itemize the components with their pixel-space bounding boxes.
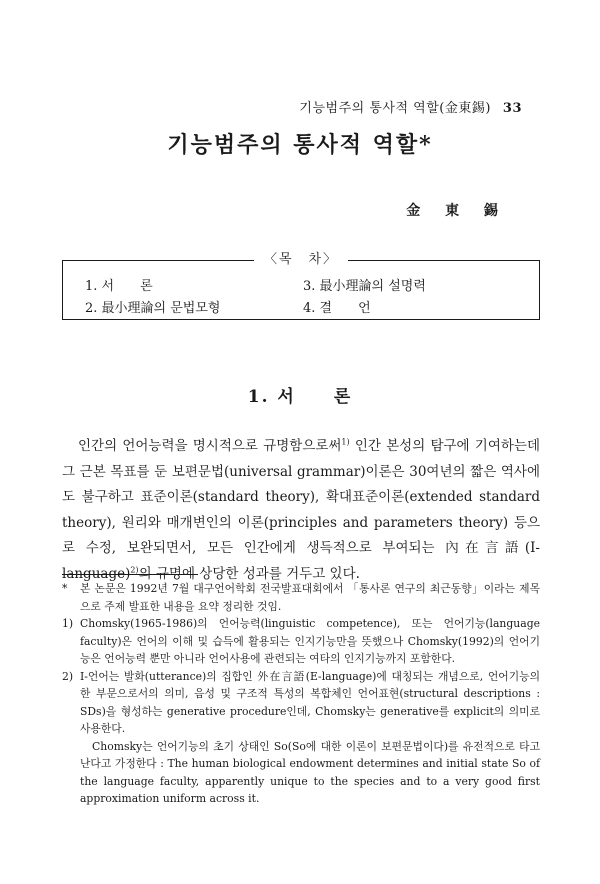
body-text-3: 의 규명에 상당한 성과를 거두고 있다. [138, 565, 360, 582]
toc-label: 〈목 차〉 [254, 252, 348, 267]
body-paragraph-text [62, 434, 540, 587]
toc-item-2: 2. 最小理論의 문법모형 [85, 301, 221, 316]
footnote-ref-1: 1) [341, 437, 350, 447]
footnote-mark: * [62, 582, 68, 595]
toc-label-row [63, 251, 539, 269]
footnote-star [62, 580, 540, 615]
toc-item-1: 1. 서 론 [85, 279, 153, 294]
body-paragraph [62, 434, 540, 587]
footnote-mark: 1) [62, 617, 74, 630]
toc-item-3: 3. 最小理論의 설명력 [303, 279, 426, 294]
footnote-text: Chomsky(1965-1986)의 언어능력(linguistic competence), 또는 언어기능(language faculty)은 언어의 이해 및 습득에 활용되는 인지기능만을 뜻했으나 Chomsky(1992)의 언어기능은 언어능력 뿐만 아니라 언어사용에 관련되는 여타의 인지기능까지 포함한다. [80, 617, 540, 665]
author-name: 金 東 錫 [406, 203, 508, 219]
article-title: 기능범주의 통사적 역할* [167, 132, 433, 158]
footnote-text: 본 논문은 1992년 7월 대구언어학회 전국발표대회에서 「통사론 연구의 최근동향」이라는 제목으로 주제 발표한 내용을 요약 정리한 것임. [80, 582, 540, 613]
footnote-1 [62, 615, 540, 668]
footnote-2-continuation: Chomsky는 언어기능의 초기 상태인 So(So에 대한 이론이 보편문법이다)를 유전적으로 타고 난다고 가정한다 : The human biological endowment determines and initial state So of the language faculty, apparently unique to the species and to a very good first approximation uniform across it. [80, 739, 541, 805]
body-text-1: 인간의 언어능력을 명시적으로 규명함으로써 [78, 438, 342, 454]
body-text-2: 인간 본성의 탐구에 기여하는데 그 근본 목표를 둔 보편문법(universal grammar)이론은 30여년의 짧은 역사에도 불구하고 표준이론(standard theory), 확대표준이론(extended standard theory), 원리와 매개변인의 이론(principles and parameters theory) 등으로 수정, 보완되면서, 모든 인간에게 생득적으로 부여되는 內在言語(I-language) [62, 438, 540, 582]
footnote-2 [62, 668, 540, 738]
toc-item-4: 4. 결 언 [303, 301, 371, 316]
footnotes [62, 580, 540, 808]
footnote-text: I-언어는 발화(utterance)의 집합인 外在言語(E-language)에 대칭되는 개념으로, 언어기능의 한 부문으로서의 의미, 음성 및 구조적 특성의 복합체인 언어표현(structural descriptions : SDs)을 형성하는 generative procedure인데, Chomsky는 generative를 explicit의 의미로 사용한다. [80, 669, 540, 735]
page-number: 33 [502, 101, 522, 116]
running-title: 기능범주의 통사적 역할(金東錫) [299, 101, 491, 116]
footnote-divider [62, 574, 198, 575]
table-of-contents [62, 252, 540, 320]
section-heading: 1. 서 론 [247, 387, 353, 407]
running-header [299, 97, 522, 116]
footnote-mark: 2) [62, 669, 74, 683]
footnote-ref-2: 2) [130, 565, 139, 574]
